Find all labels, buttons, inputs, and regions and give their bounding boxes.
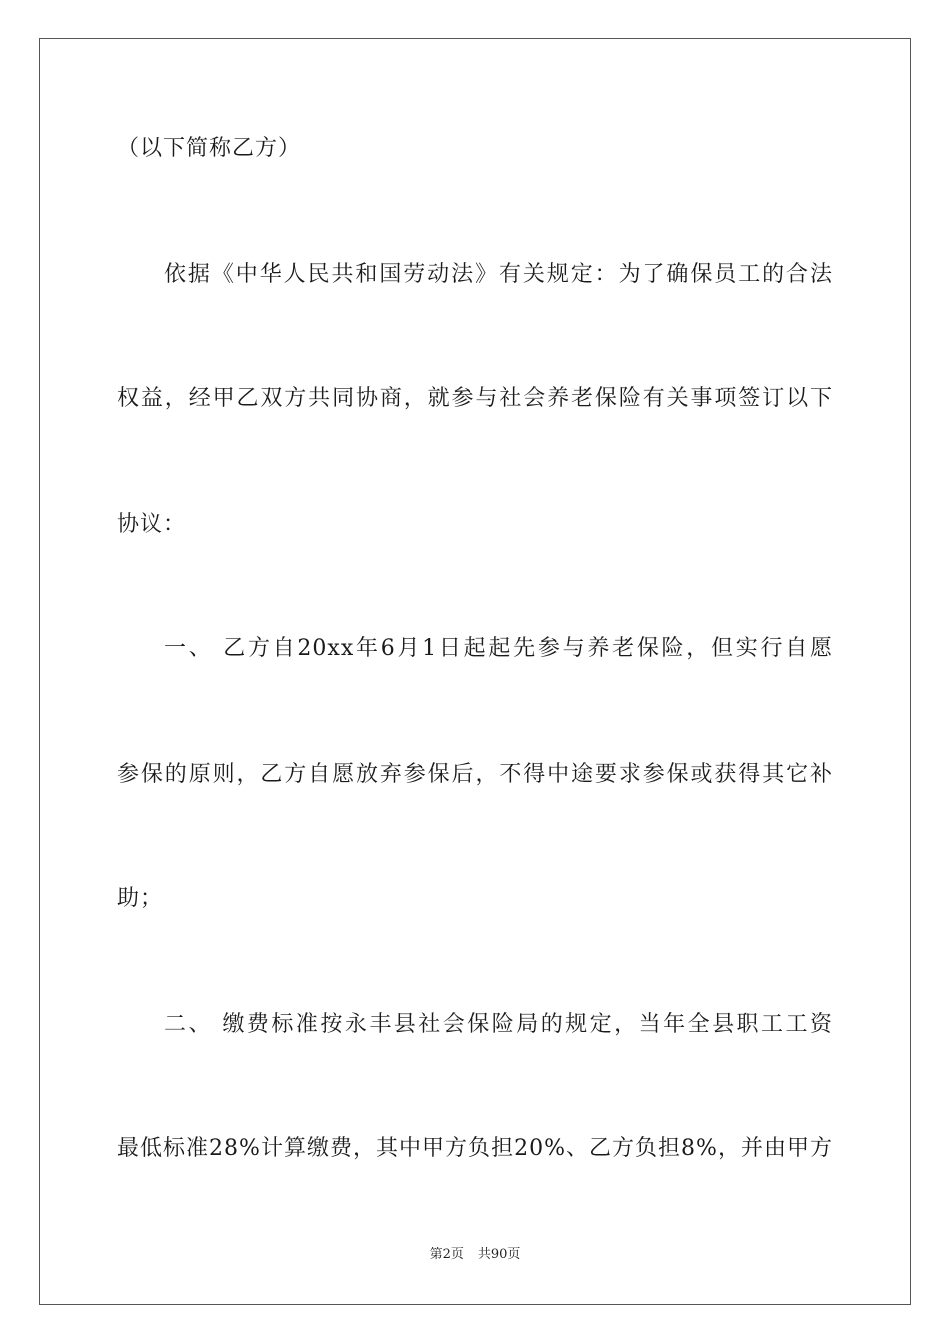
text-line-2: 依据《中华人民共和国劳动法》有关规定：为了确保员工的合法 (164, 262, 833, 287)
clause-2-line-1: 二、 缴费标准按永丰县社会保险局的规定，当年全县职工工资 (164, 1012, 833, 1037)
page-number: 第2页 (429, 1247, 464, 1262)
page-border (39, 38, 911, 1305)
clause-1-line-3: 助； (117, 886, 164, 911)
page-footer (0, 1246, 950, 1264)
text-line-4: 协议： (117, 512, 187, 537)
clause-2-line-2: 最低标准28%计算缴费，其中甲方负担20%、乙方负担8%，并由甲方 (117, 1136, 833, 1161)
page-total: 共90页 (477, 1247, 521, 1262)
clause-1-line-2: 参保的原则，乙方自愿放弃参保后，不得中途要求参保或获得其它补 (117, 762, 833, 787)
text-line-1: （以下简称乙方） (117, 136, 302, 161)
text-line-3: 权益，经甲乙双方共同协商，就参与社会养老保险有关事项签订以下 (117, 386, 833, 411)
clause-1-line-1: 一、 乙方自20xx年6月1日起起先参与养老保险，但实行自愿 (164, 636, 833, 661)
